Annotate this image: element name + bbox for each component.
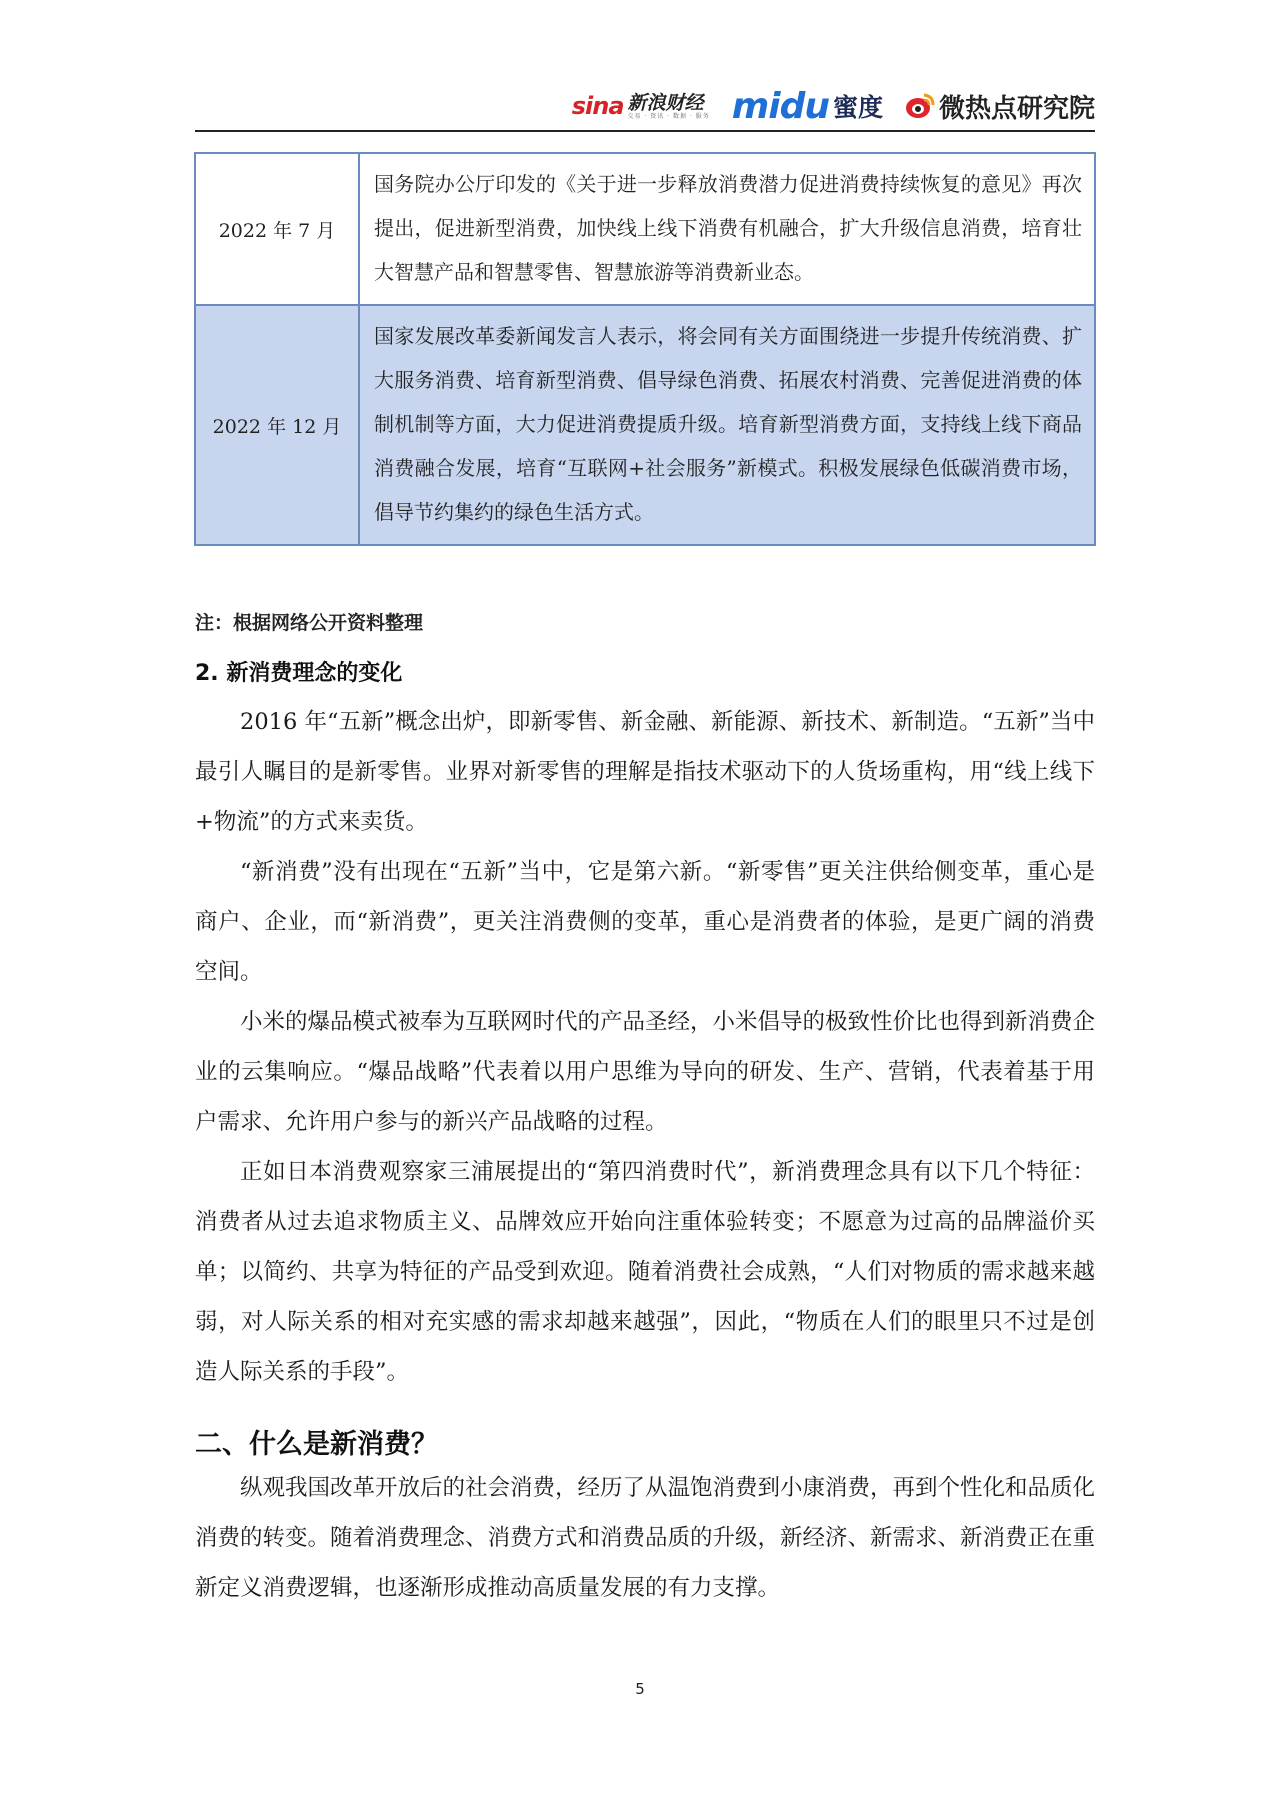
section-heading: 2. 新消费理念的变化	[195, 661, 403, 686]
body-paragraph: 正如日本消费观察家三浦展提出的“第四消费时代”，新消费理念具有以下几个特征：消费者从过去追求物质主义、品牌效应开始向注重体验转变；不愿意为过高的品牌溢价买单；以简约、共享为特征的产品受到欢迎。随着消费社会成熟，“人们对物质的需求越来越弱，对人际关系的相对充实感的需求却越来越强”，因此，“物质在人们的眼里只不过是创造人际关系的手段”。	[195, 1159, 1095, 1385]
sina-logo-tagline: 交易 · 资讯 · 数据 · 服务	[627, 113, 710, 120]
midu-logo-mark: midu	[731, 86, 829, 127]
body-paragraph: “新消费”没有出现在“五新”当中，它是第六新。“新零售”更关注供给侧变革，重心是商户、企业，而“新消费”，更关注消费侧的变革，重心是消费者的体验，是更广阔的消费空间。	[195, 859, 1095, 985]
weibo-eye-icon	[905, 92, 935, 120]
table-cell-text: 国家发展改革委新闻发言人表示，将会同有关方面围绕进一步提升传统消费、扩大服务消费、培育新型消费、倡导绿色消费、拓展农村消费、完善促进消费的体制机制等方面，大力促进消费提质升级。培育新型消费方面，支持线上线下商品消费融合发展，培育“互联网+社会服务”新模式。积极发展绿色低碳消费市场，倡导节约集约的绿色生活方式。	[359, 305, 1095, 545]
body-paragraph: 纵观我国改革开放后的社会消费，经历了从温饱消费到小康消费，再到个性化和品质化消费的转变。随着消费理念、消费方式和消费品质的升级，新经济、新需求、新消费正在重新定义消费逻辑，也逐渐形成推动高质量发展的有力支撑。	[195, 1475, 1096, 1601]
sina-finance-logo	[572, 92, 710, 120]
body-paragraph: 小米的爆品模式被奉为互联网时代的产品圣经，小米倡导的极致性价比也得到新消费企业的云集响应。“爆品战略”代表着以用户思维为导向的研发、生产、营销，代表着基于用户需求、允许用户参与的新兴产品战略的过程。	[195, 1009, 1096, 1135]
policy-table	[194, 152, 1096, 546]
page-number: 5	[635, 1680, 645, 1698]
midu-logo-name: 蜜度	[832, 93, 883, 122]
table-cell-date: 2022 年 7 月	[195, 153, 359, 305]
table-row	[195, 153, 1095, 305]
body-paragraph: 2016 年“五新”概念出炉，即新零售、新金融、新能源、新技术、新制造。“五新”当中最引人瞩目的是新零售。业界对新零售的理解是指技术驱动下的人货场重构，用“线上线下+物流”的方式来卖货。	[195, 709, 1095, 835]
table-note: 注：根据网络公开资料整理	[195, 612, 424, 634]
table-cell-date: 2022 年 12 月	[195, 305, 359, 545]
midu-logo	[731, 86, 883, 127]
table-cell-text: 国务院办公厅印发的《关于进一步释放消费潜力促进消费持续恢复的意见》再次提出，促进新型消费，加快线上线下消费有机融合，扩大升级信息消费，培育壮大智慧产品和智慧零售、智慧旅游等消费新业态。	[359, 153, 1095, 305]
weibo-research-name: 微热点研究院	[938, 93, 1095, 124]
page-header	[195, 86, 1095, 132]
table-row	[195, 305, 1095, 545]
chapter-heading: 二、什么是新消费？	[195, 1429, 438, 1460]
sina-logo-mark: sina	[571, 92, 624, 120]
weibo-research-logo	[905, 88, 1095, 125]
sina-logo-name: 新浪财经	[627, 92, 704, 114]
